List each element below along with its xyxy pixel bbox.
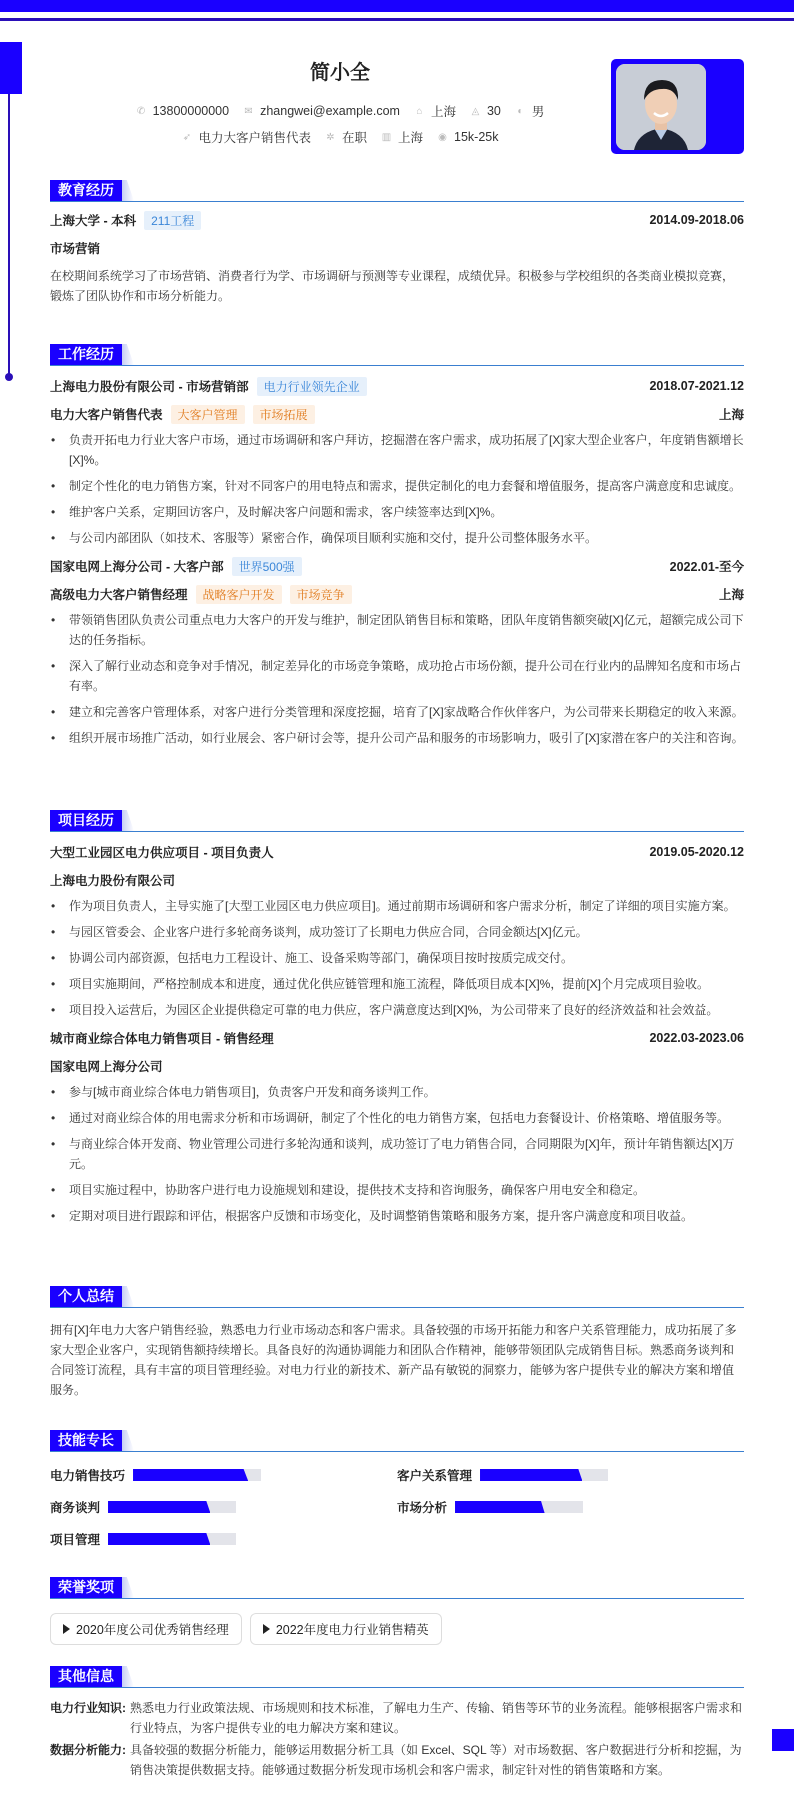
section-summary — [50, 1286, 744, 1400]
work-item — [50, 374, 744, 548]
mail-icon: ✉ — [244, 105, 253, 117]
skill-bar — [455, 1501, 583, 1513]
section-work — [50, 344, 744, 754]
avatar — [616, 64, 706, 150]
age-icon: ◬ — [471, 105, 480, 117]
skill-fill — [108, 1533, 210, 1545]
resume-header — [50, 50, 744, 160]
section-label: 技能专长 — [50, 1430, 122, 1451]
other-item — [50, 1740, 744, 1780]
education-row — [50, 208, 744, 232]
contact-home — [414, 102, 456, 120]
summary-text: 拥有[X]年电力大客户销售经验，熟悉电力行业市场动态和客户需求。具备较强的市场开拓能力和客户关系管理能力，成功拓展了多家大型企业客户，实现销售额持续增长。具备良好的沟通协调能力和团队合作精神，能够带领团队完成销售目标。熟悉商务谈判和合同签订流程，具有丰富的项目管理经验。对电力行业的新技术、新产品有敏锐的洞察力，能够为客户提供专业的解决方案和增值服务。 — [50, 1323, 737, 1397]
phone-text: 13800000000 — [152, 104, 230, 118]
age-text: 30 — [486, 104, 501, 118]
role-tag: 市场拓展 — [253, 405, 315, 424]
list-item: • 作为项目负责人，主导实施了[大型工业园区电力供应项目]。通过前期市场调研和客户需求分析，制定了详细的项目实施方案。 — [50, 896, 744, 916]
award-item — [50, 1613, 242, 1645]
skill-item — [397, 1466, 744, 1484]
education-period: 2014.09-2018.06 — [649, 213, 744, 227]
list-item: • 参与[城市商业综合体电力销售项目]，负责客户开发和商务谈判工作。 — [50, 1082, 744, 1102]
other-item — [50, 1698, 744, 1738]
role: 电力大客户销售代表 — [50, 408, 163, 422]
major-row — [50, 236, 744, 260]
skill-fill — [133, 1469, 248, 1481]
list-item: • 与商业综合体开发商、物业管理公司进行多轮沟通和谈判，成功签订了电力销售合同，合同期限为[X]年，预计年销售额达[X]万元。 — [50, 1134, 744, 1174]
list-item: • 项目实施期间，严格控制成本和进度，通过优化供应链管理和施工流程，降低项目成本[X]%，提前[X]个月完成项目验收。 — [50, 974, 744, 994]
skill-item — [50, 1498, 397, 1516]
skill-name: 商务谈判 — [50, 1501, 101, 1515]
project-name: 城市商业综合体电力销售项目 - 销售经理 — [50, 1032, 274, 1046]
company-name: 国家电网上海分公司 - 大客户部 — [50, 560, 224, 574]
top-accent-bar — [0, 0, 794, 12]
list-item: • 维护客户关系，定期回访客户，及时解决客户问题和需求，客户续签率达到[X]%。 — [50, 502, 744, 522]
section-title-awards — [50, 1577, 744, 1599]
gender-icon: ◐ — [517, 105, 524, 117]
project-company-row — [50, 868, 744, 892]
intent-salary — [437, 130, 498, 144]
work-role-row — [50, 582, 744, 606]
section-label: 教育经历 — [50, 180, 122, 201]
project-item — [50, 1026, 744, 1226]
home-icon: ⌂ — [416, 105, 423, 117]
side-accent-dot — [5, 373, 13, 381]
list-item: • 项目投入运营后，为园区企业提供稳定可靠的电力供应，客户满意度达到[X]%，为公司带来了良好的经济效益和社会效益。 — [50, 1000, 744, 1020]
work-city: 上海 — [718, 588, 744, 602]
major: 市场营销 — [50, 242, 101, 256]
education-description: 在校期间系统学习了市场营销、消费者行为学、市场调研与预测等专业课程，成绩优异。积极参与学校组织的各类商业模拟竞赛，锻炼了团队协作和市场分析能力。 — [50, 269, 735, 303]
section-label: 个人总结 — [50, 1286, 122, 1307]
project-name-row — [50, 1026, 744, 1050]
list-item: • 带领销售团队负责公司重点电力大客户的开发与维护，制定团队销售目标和策略，团队年度销售额突破[X]亿元，超额完成公司下达的任务指标。 — [50, 610, 744, 650]
section-title-summary — [50, 1286, 744, 1308]
work-bullets — [50, 610, 744, 748]
other-text: 熟悉电力行业政策法规、市场规则和技术标准，了解电力生产、传输、销售等环节的业务流程。能够根据客户需求和行业特点，为客户提供专业的电力解决方案和建议。 — [130, 1701, 743, 1735]
corner-accent-block — [772, 1729, 794, 1751]
awards-list — [50, 1613, 744, 1645]
work-period: 2018.07-2021.12 — [649, 379, 744, 393]
section-projects — [50, 810, 744, 1232]
project-bullets — [50, 1082, 744, 1226]
photo-frame — [611, 59, 744, 154]
skill-item — [50, 1466, 397, 1484]
top-accent-line — [0, 18, 794, 21]
contact-row — [50, 102, 630, 120]
status-text: 在职 — [342, 131, 368, 145]
gender-text: 男 — [531, 105, 545, 119]
work-city: 上海 — [718, 408, 744, 422]
list-item: • 建立和完善客户管理体系，对客户进行分类管理和深度挖掘，培育了[X]家战略合作伙伴客户，为公司带来长期稳定的收入来源。 — [50, 702, 744, 722]
project-company: 国家电网上海分公司 — [50, 1060, 163, 1074]
section-awards — [50, 1577, 744, 1645]
skill-fill — [455, 1501, 545, 1513]
award-text: 2022年度电力行业销售精英 — [275, 1623, 429, 1637]
building-icon: ▥ — [381, 131, 392, 143]
skill-name: 电力销售技巧 — [50, 1469, 126, 1483]
section-label: 其他信息 — [50, 1666, 122, 1687]
skills-grid — [50, 1466, 744, 1548]
position-text: 电力大客户销售代表 — [198, 131, 311, 145]
list-item: • 深入了解行业动态和竞争对手情况，制定差异化的市场竞争策略，成功抢占市场份额，提升公司在行业内的品牌知名度和市场占有率。 — [50, 656, 744, 696]
section-title-other — [50, 1666, 744, 1688]
skill-bar — [480, 1469, 608, 1481]
section-label: 项目经历 — [50, 810, 122, 831]
role-tag: 大客户管理 — [171, 405, 245, 424]
contact-gender — [515, 102, 545, 120]
company-tag: 世界500强 — [232, 557, 302, 576]
work-company-row — [50, 374, 744, 398]
project-company-row — [50, 1054, 744, 1078]
section-title-skills — [50, 1430, 744, 1452]
company-tag: 电力行业领先企业 — [257, 377, 367, 396]
section-title-work — [50, 344, 744, 366]
intent-position — [181, 128, 311, 146]
skill-fill — [480, 1469, 582, 1481]
list-item: • 项目实施过程中，协助客户进行电力设施规划和建设，提供技术支持和咨询服务，确保客户用电安全和稳定。 — [50, 1180, 744, 1200]
list-item: • 组织开展市场推广活动，如行业展会、客户研讨会等，提升公司产品和服务的市场影响力，吸引了[X]家潜在客户的关注和咨询。 — [50, 728, 744, 748]
project-period: 2019.05-2020.12 — [649, 845, 744, 859]
project-name-row — [50, 840, 744, 864]
list-item: • 通过对商业综合体的用电需求分析和市场调研，制定了个性化的电力销售方案，包括电力套餐设计、价格策略、增值服务等。 — [50, 1108, 744, 1128]
phone-icon: ✆ — [136, 105, 146, 117]
salary-text: 15k-25k — [454, 130, 499, 144]
list-item: • 制定个性化的电力销售方案，针对不同客户的用电特点和需求，提供定制化的电力套餐和增值服务，提高客户满意度和忠诚度。 — [50, 476, 744, 496]
section-label: 工作经历 — [50, 344, 122, 365]
city-text: 上海 — [398, 131, 424, 145]
list-item: • 协调公司内部资源，包括电力工程设计、施工、设备采购等部门，确保项目按时按质完成交付。 — [50, 948, 744, 968]
salary-icon: ◉ — [438, 131, 447, 143]
school-tag: 211工程 — [144, 211, 201, 230]
project-period: 2022.03-2023.06 — [649, 1031, 744, 1045]
company-name: 上海电力股份有限公司 - 市场营销部 — [50, 380, 249, 394]
intent-row — [50, 128, 630, 146]
role-tag: 战略客户开发 — [196, 585, 282, 604]
intent-city — [381, 128, 423, 146]
section-label: 荣誉奖项 — [50, 1577, 122, 1598]
candidate-name: 简小全 — [310, 62, 370, 84]
section-skills — [50, 1430, 744, 1548]
skill-bar — [133, 1469, 261, 1481]
project-name: 大型工业园区电力供应项目 - 项目负责人 — [50, 846, 274, 860]
list-item: • 负责开拓电力行业大客户市场，通过市场调研和客户拜访，挖掘潜在客户需求，成功拓展了[X]家大型企业客户，年度销售额增长[X]%。 — [50, 430, 744, 470]
work-bullets — [50, 430, 744, 548]
skill-name: 项目管理 — [50, 1533, 101, 1547]
triangle-right-icon — [63, 1624, 70, 1634]
triangle-right-icon — [263, 1624, 270, 1634]
side-accent-line — [8, 94, 10, 376]
skill-fill — [108, 1501, 210, 1513]
side-accent-block — [0, 42, 22, 94]
email-text: zhangwei@example.com — [260, 104, 400, 118]
contact-email — [243, 104, 400, 118]
contact-age — [470, 104, 501, 118]
award-item — [250, 1613, 442, 1645]
skill-item — [397, 1498, 744, 1516]
section-education — [50, 180, 744, 306]
work-company-row — [50, 554, 744, 578]
work-role-row — [50, 402, 744, 426]
role-tag: 市场竞争 — [290, 585, 352, 604]
skill-name: 市场分析 — [397, 1501, 448, 1515]
other-text: 具备较强的数据分析能力，能够运用数据分析工具（如 Excel、SQL 等）对市场数据、客户数据进行分析和挖掘，为销售决策提供数据支持。能够通过数据分析发现市场机会和客户需求，制定针对性的销售策略和方案。 — [130, 1743, 742, 1777]
school-name: 上海大学 - 本科 — [50, 214, 137, 228]
project-company: 上海电力股份有限公司 — [50, 874, 176, 888]
project-bullets — [50, 896, 744, 1020]
work-item — [50, 554, 744, 748]
list-item: • 与园区管委会、企业客户进行多轮商务谈判，成功签订了长期电力供应合同，合同金额达[X]亿元。 — [50, 922, 744, 942]
role: 高级电力大客户销售经理 — [50, 588, 188, 602]
home-text: 上海 — [430, 105, 456, 119]
section-title-projects — [50, 810, 744, 832]
list-item: • 与公司内部团队（如技术、客服等）紧密合作，确保项目顺利实施和交付，提升公司整体服务水平。 — [50, 528, 744, 548]
section-other — [50, 1666, 744, 1780]
intent-status — [325, 128, 367, 146]
skill-bar — [108, 1533, 236, 1545]
other-list — [50, 1698, 744, 1780]
send-icon: ➶ — [182, 131, 192, 143]
section-title-education — [50, 180, 744, 202]
project-item — [50, 840, 744, 1020]
contact-phone — [136, 104, 229, 118]
skill-name: 客户关系管理 — [397, 1469, 473, 1483]
skill-bar — [108, 1501, 236, 1513]
award-text: 2020年度公司优秀销售经理 — [76, 1623, 229, 1637]
list-item: • 定期对项目进行跟踪和评估，根据客户反馈和市场变化，及时调整销售策略和服务方案，提升客户满意度和项目收益。 — [50, 1206, 744, 1226]
work-period: 2022.01-至今 — [669, 560, 744, 574]
other-label: 数据分析能力: — [50, 1743, 126, 1757]
skill-item — [50, 1530, 397, 1548]
other-label: 电力行业知识: — [50, 1701, 126, 1715]
avatar-portrait-icon — [616, 64, 706, 150]
status-icon: ✲ — [326, 131, 335, 143]
